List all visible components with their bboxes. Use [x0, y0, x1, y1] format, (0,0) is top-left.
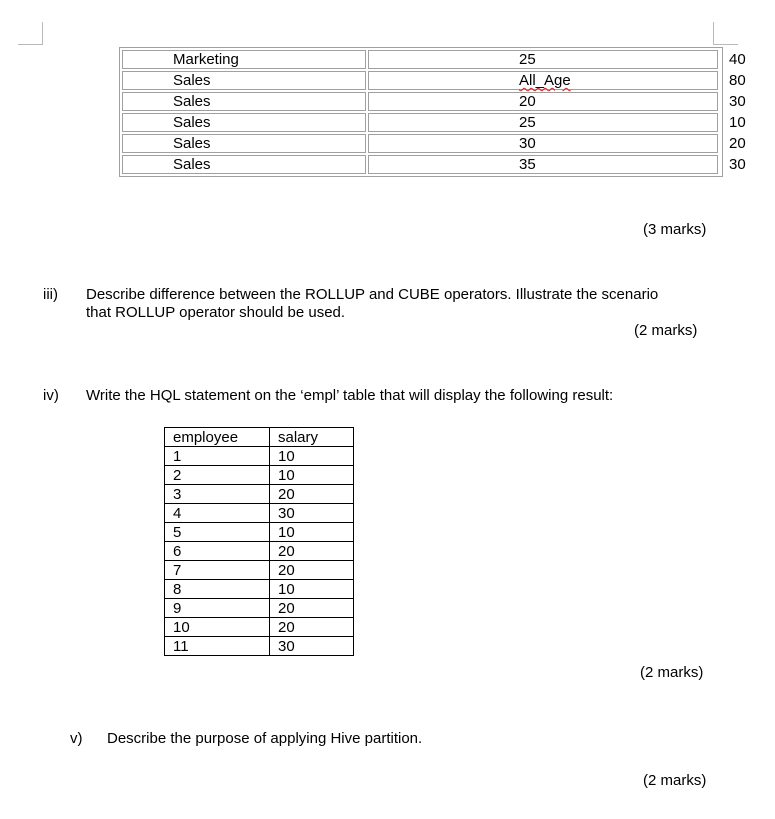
data-table-row: Marketing 25 40 — [122, 50, 720, 69]
page-corner-mark-right — [713, 22, 738, 45]
q3-text-line1: Describe difference between the ROLLUP and CUBE operators. Illustrate the scenario — [86, 286, 659, 303]
employee-cell: 4 — [165, 504, 270, 523]
dept-cell: Sales — [122, 134, 366, 153]
q5-marks: (2 marks) — [643, 772, 707, 789]
result-table-row — [165, 523, 354, 542]
q3-marks: (2 marks) — [634, 322, 698, 339]
dept-cell: Marketing — [122, 50, 366, 69]
age-cell: 20 — [368, 92, 718, 111]
age-cell: All_Age — [368, 71, 718, 90]
result-table-row — [165, 637, 354, 656]
data-table-row: Sales 20 30 — [122, 92, 720, 111]
result-table-row — [165, 447, 354, 466]
result-table-row — [165, 561, 354, 580]
salary-cell: 30 — [270, 504, 354, 523]
salary-cell: 10 — [270, 447, 354, 466]
salary-cell: 10 — [270, 580, 354, 599]
employee-cell: 11 — [165, 637, 270, 656]
age-cell: 35 — [368, 155, 718, 174]
data-table-row: Sales 30 20 — [122, 134, 720, 153]
employee-cell: 7 — [165, 561, 270, 580]
result-table-row — [165, 504, 354, 523]
result-table-row — [165, 599, 354, 618]
result-table-row — [165, 580, 354, 599]
dept-cell: Sales — [122, 71, 366, 90]
dept-cell: Sales — [122, 155, 366, 174]
q3-number: iii) — [43, 286, 58, 303]
salary-cell: 20 — [270, 561, 354, 580]
result-table-row — [165, 485, 354, 504]
result-header-salary: salary — [270, 428, 354, 447]
age-cell: 30 — [368, 134, 718, 153]
employee-cell: 2 — [165, 466, 270, 485]
data-table — [119, 47, 746, 177]
salary-cell: 20 — [270, 485, 354, 504]
salary-cell: 20 — [270, 618, 354, 637]
salary-cell: 30 — [270, 637, 354, 656]
employee-cell: 8 — [165, 580, 270, 599]
employee-cell: 3 — [165, 485, 270, 504]
data-table-row: Sales 35 30 — [122, 155, 720, 174]
result-header-employee: employee — [165, 428, 270, 447]
salary-cell: 10 — [270, 523, 354, 542]
age-cell: 25 — [368, 113, 718, 132]
employee-cell: 1 — [165, 447, 270, 466]
employee-cell: 10 — [165, 618, 270, 637]
q2-marks: (3 marks) — [643, 221, 707, 238]
q4-marks: (2 marks) — [640, 664, 704, 681]
data-table-row: Sales All_Age 80 — [122, 71, 720, 90]
q5-text: Describe the purpose of applying Hive partition. — [107, 730, 423, 747]
result-table-row — [165, 542, 354, 561]
salary-cell: 20 — [270, 599, 354, 618]
result-table-row — [165, 618, 354, 637]
result-table-row — [165, 466, 354, 485]
salary-cell: 20 — [270, 542, 354, 561]
employee-cell: 5 — [165, 523, 270, 542]
dept-cell: Sales — [122, 113, 366, 132]
q5-number: v) — [70, 730, 83, 747]
employee-cell: 9 — [165, 599, 270, 618]
dept-cell: Sales — [122, 92, 366, 111]
q4-text: Write the HQL statement on the ‘empl’ table that will display the following result: — [86, 387, 614, 404]
employee-cell: 6 — [165, 542, 270, 561]
data-table-row: Sales 25 10 — [122, 113, 720, 132]
result-table-header-row — [165, 428, 354, 447]
result-table — [164, 427, 354, 656]
age-cell: 25 — [368, 50, 718, 69]
q4-number: iv) — [43, 387, 59, 404]
salary-cell: 10 — [270, 466, 354, 485]
q3-text-line2: that ROLLUP operator should be used. — [86, 304, 346, 321]
page-corner-mark-left — [18, 22, 43, 45]
